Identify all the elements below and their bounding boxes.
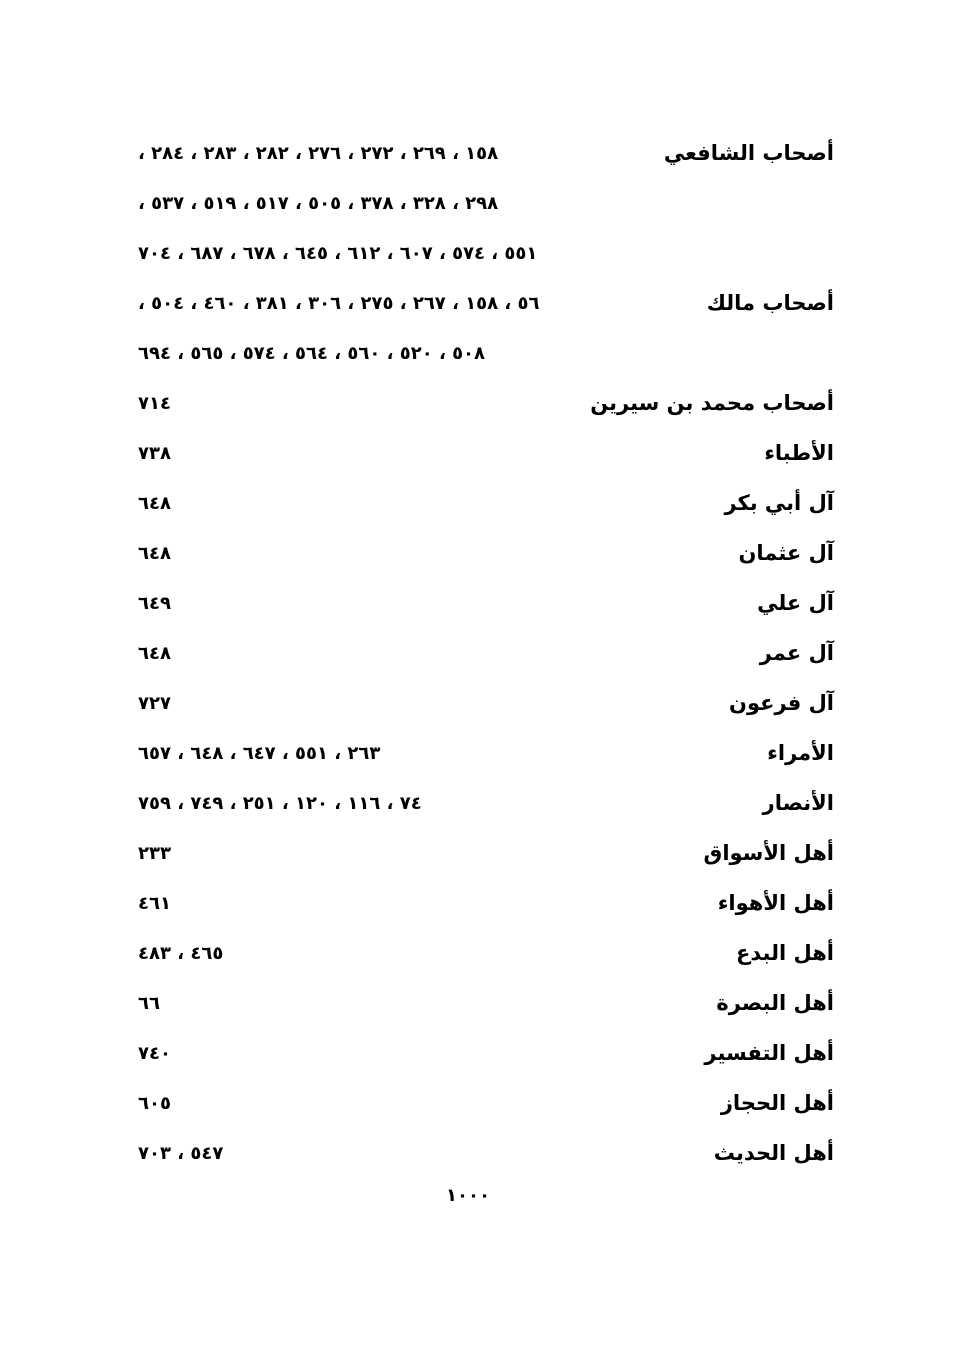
page-references: ٤٦٥ ، ٤٨٣ [138,943,224,964]
page-references: ٥٥١ ، ٥٧٤ ، ٦٠٧ ، ٦١٢ ، ٦٤٥ ، ٦٧٨ ، ٦٨٧ ، ٧٠٤ [138,243,538,264]
index-row [130,1080,834,1130]
index-term: آل أبي بكر [724,491,834,515]
index-term: أهل التفسير [704,1041,834,1065]
index-row [130,530,834,580]
index-row [130,780,834,830]
page-references: ٦٤٨ [138,493,171,514]
index-row [130,730,834,780]
index-row [130,1130,834,1180]
page-references: ٦٤٨ [138,543,171,564]
index-row [130,280,834,330]
index-row [130,630,834,680]
page-references: ٢٣٣ [138,843,171,864]
page-references: ٥٤٧ ، ٧٠٣ [138,1143,224,1164]
index-term: أصحاب الشافعي [663,141,834,165]
index-row [130,380,834,430]
index-term: آل عثمان [738,541,834,565]
page-references: ٦٦ [138,993,160,1014]
index-term: أهل البصرة [716,991,834,1015]
index-row [130,930,834,980]
page-references: ٥٠٨ ، ٥٢٠ ، ٥٦٠ ، ٥٦٤ ، ٥٧٤ ، ٥٦٥ ، ٦٩٤ [138,343,486,364]
index-term: أهل الحجاز [720,1091,834,1115]
page-references: ٧٤ ، ١١٦ ، ١٢٠ ، ٢٥١ ، ٧٤٩ ، ٧٥٩ [138,793,422,814]
page-references: ٢٦٣ ، ٥٥١ ، ٦٤٧ ، ٦٤٨ ، ٦٥٧ [138,743,381,764]
page-references: ٧١٤ [138,393,171,414]
index-row [130,230,834,280]
page-references: ٧٤٠ [138,1043,171,1064]
index-row [130,480,834,530]
index-row [130,680,834,730]
index-term: أصحاب مالك [706,291,834,315]
index-term: أهل البدع [736,941,834,965]
index-row [130,1030,834,1080]
index-row [130,180,834,230]
index-term: آل فرعون [729,691,834,715]
index-term: أصحاب محمد بن سيرين [590,391,834,415]
page-references: ٦٠٥ [138,1093,171,1114]
index-term: آل علي [757,591,834,615]
page-references: ٧٢٧ [138,693,171,714]
index-list [130,130,834,1180]
index-term: الأمراء [767,741,834,765]
page-references: ٢٩٨ ، ٣٢٨ ، ٣٧٨ ، ٥٠٥ ، ٥١٧ ، ٥١٩ ، ٥٣٧ ، [138,193,499,214]
index-row [130,880,834,930]
index-row [130,580,834,630]
page-references: ٦٤٩ [138,593,171,614]
page-references: ٦٤٨ [138,643,171,664]
index-row [130,330,834,380]
page-references: ٤٦١ [138,893,171,914]
page-references: ١٥٨ ، ٢٦٩ ، ٢٧٢ ، ٢٧٦ ، ٢٨٢ ، ٢٨٣ ، ٢٨٤ ، [138,143,499,164]
index-term: الأنصار [762,791,834,815]
index-row [130,430,834,480]
index-term: أهل الحديث [713,1141,834,1165]
index-row [130,830,834,880]
index-term: أهل الأسواق [703,841,834,865]
index-row [130,130,834,180]
index-term: أهل الأهواء [717,891,834,915]
page-number: ١٠٠٠ [446,1185,490,1206]
page-references: ٥٦ ، ١٥٨ ، ٢٦٧ ، ٢٧٥ ، ٣٠٦ ، ٣٨١ ، ٤٦٠ ، ٥٠٤ ، [138,293,540,314]
page-references: ٧٣٨ [138,443,171,464]
index-row [130,980,834,1030]
index-term: الأطباء [764,441,834,465]
index-term: آل عمر [759,641,834,665]
